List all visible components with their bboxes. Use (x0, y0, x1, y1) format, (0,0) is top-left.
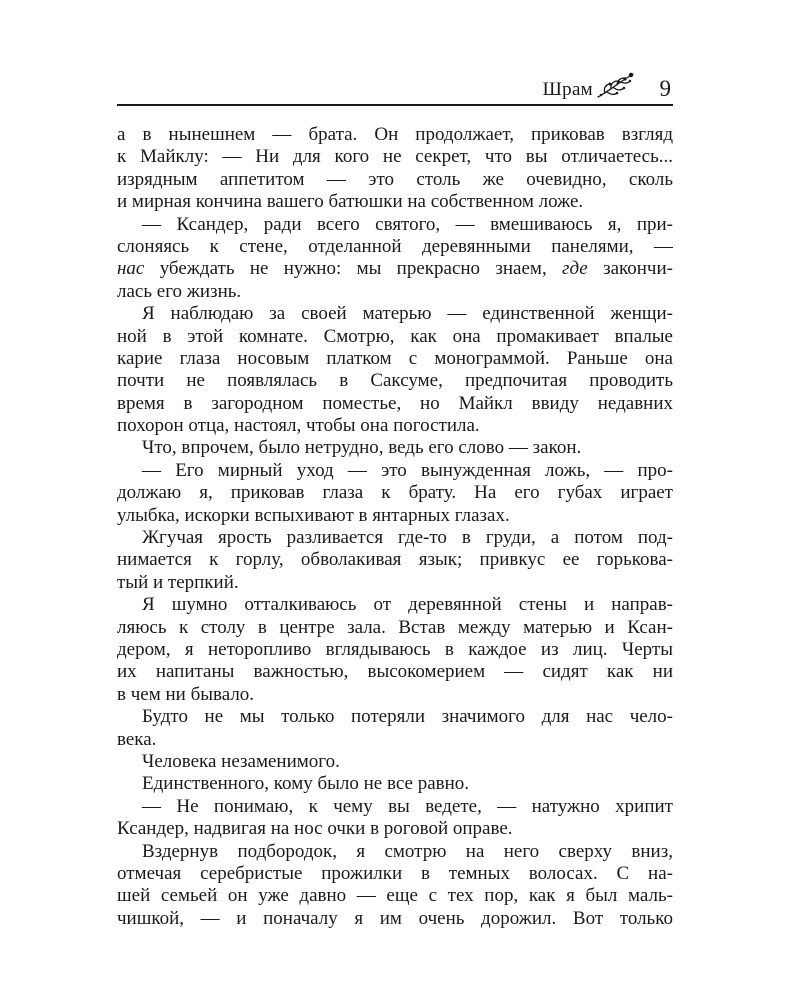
text-line: Я наблюдаю за своей матерью — единственной женщи- (142, 303, 673, 325)
page-header (117, 70, 673, 104)
header-divider (117, 104, 673, 106)
floral-ornament-icon (595, 70, 637, 102)
body-text (117, 124, 673, 930)
text-line: века. (117, 728, 157, 750)
text-line: похорон отца, настоял, чтобы она погостила. (117, 415, 480, 437)
text-span: закончи- (587, 258, 673, 280)
text-line: изрядным аппетитом — это столь же очевидно, сколь (117, 168, 673, 190)
text-line: — Не понимаю, к чему вы ведете, — натужно хрипит (142, 795, 673, 817)
text-line (117, 258, 673, 280)
italic-text: где (562, 258, 588, 280)
text-line: а в нынешнем — брата. Он продолжает, приковав взгляд (117, 124, 673, 145)
running-title: Шрам (542, 79, 593, 100)
text-line: нимается к горлу, обволакивая язык; привкус ее горькова- (117, 549, 673, 571)
text-line: Жгучая ярость разливается где-то в груди, а потом под- (142, 527, 673, 549)
text-line: лась его жизнь. (117, 280, 242, 302)
text-line: в чем ни бывало. (117, 683, 255, 705)
text-line: время в загородном поместье, но Майкл ввиду недавних (117, 392, 673, 414)
text-line: их напитаны важностью, высокомерием — сидят как ни (117, 661, 673, 683)
text-line: отмечая серебристые прожилки в темных волосах. С на- (117, 862, 673, 884)
text-line: Я шумно отталкиваюсь от деревянной стены и направ- (142, 594, 673, 616)
text-line: должаю я, приковав глаза к брату. На его губах играет (117, 482, 673, 504)
text-line: чишкой, — и поначалу я им очень дорожил. Вот только (117, 907, 673, 929)
text-line: — Ксандер, ради всего святого, — вмешиваюсь я, при- (142, 213, 673, 235)
text-line: Единственного, кому было не все равно. (142, 773, 470, 795)
text-line: к Майклу: — Ни для кого не секрет, что вы отличаетесь... (117, 146, 673, 168)
text-line: Человека незаменимого. (142, 750, 340, 772)
text-line: Ксандер, надвигая на нос очки в роговой оправе. (117, 818, 513, 840)
text-line: почти не появлялась в Саксуме, предпочитая проводить (117, 370, 673, 392)
text-line: и мирная кончина вашего батюшки на собственном ложе. (117, 191, 584, 213)
text-line: слоняясь к стене, отделанной деревянными панелями, — (117, 235, 673, 257)
page-number: 9 (659, 76, 671, 101)
text-line: — Его мирный уход — это вынужденная ложь, — про- (142, 459, 673, 481)
text-line: ляюсь к столу в центре зала. Встав между матерью и Ксан- (117, 616, 673, 638)
text-line: улыбка, искорки вспыхивают в янтарных глазах. (117, 504, 510, 526)
text-line: Будто не мы только потеряли значимого для нас чело- (142, 706, 673, 728)
text-line: тый и терпкий. (117, 571, 239, 593)
text-line: карие глаза носовым платком с монограммой. Раньше она (117, 347, 673, 369)
text-line: ной в этой комнате. Смотрю, как она промакивает впалые (117, 325, 673, 347)
text-line: дером, я неторопливо вглядываюсь в каждое из лиц. Черты (117, 638, 673, 660)
italic-text: нас (117, 258, 145, 280)
text-span: убеждать не нужно: мы прекрасно знаем, (144, 258, 563, 280)
text-line: Вздернув подбородок, я смотрю на него сверху вниз, (142, 840, 673, 862)
text-line: шей семьей он уже давно — еще с тех пор, как я был маль- (117, 885, 673, 907)
text-line: Что, впрочем, было нетрудно, ведь его слово — закон. (142, 437, 582, 459)
